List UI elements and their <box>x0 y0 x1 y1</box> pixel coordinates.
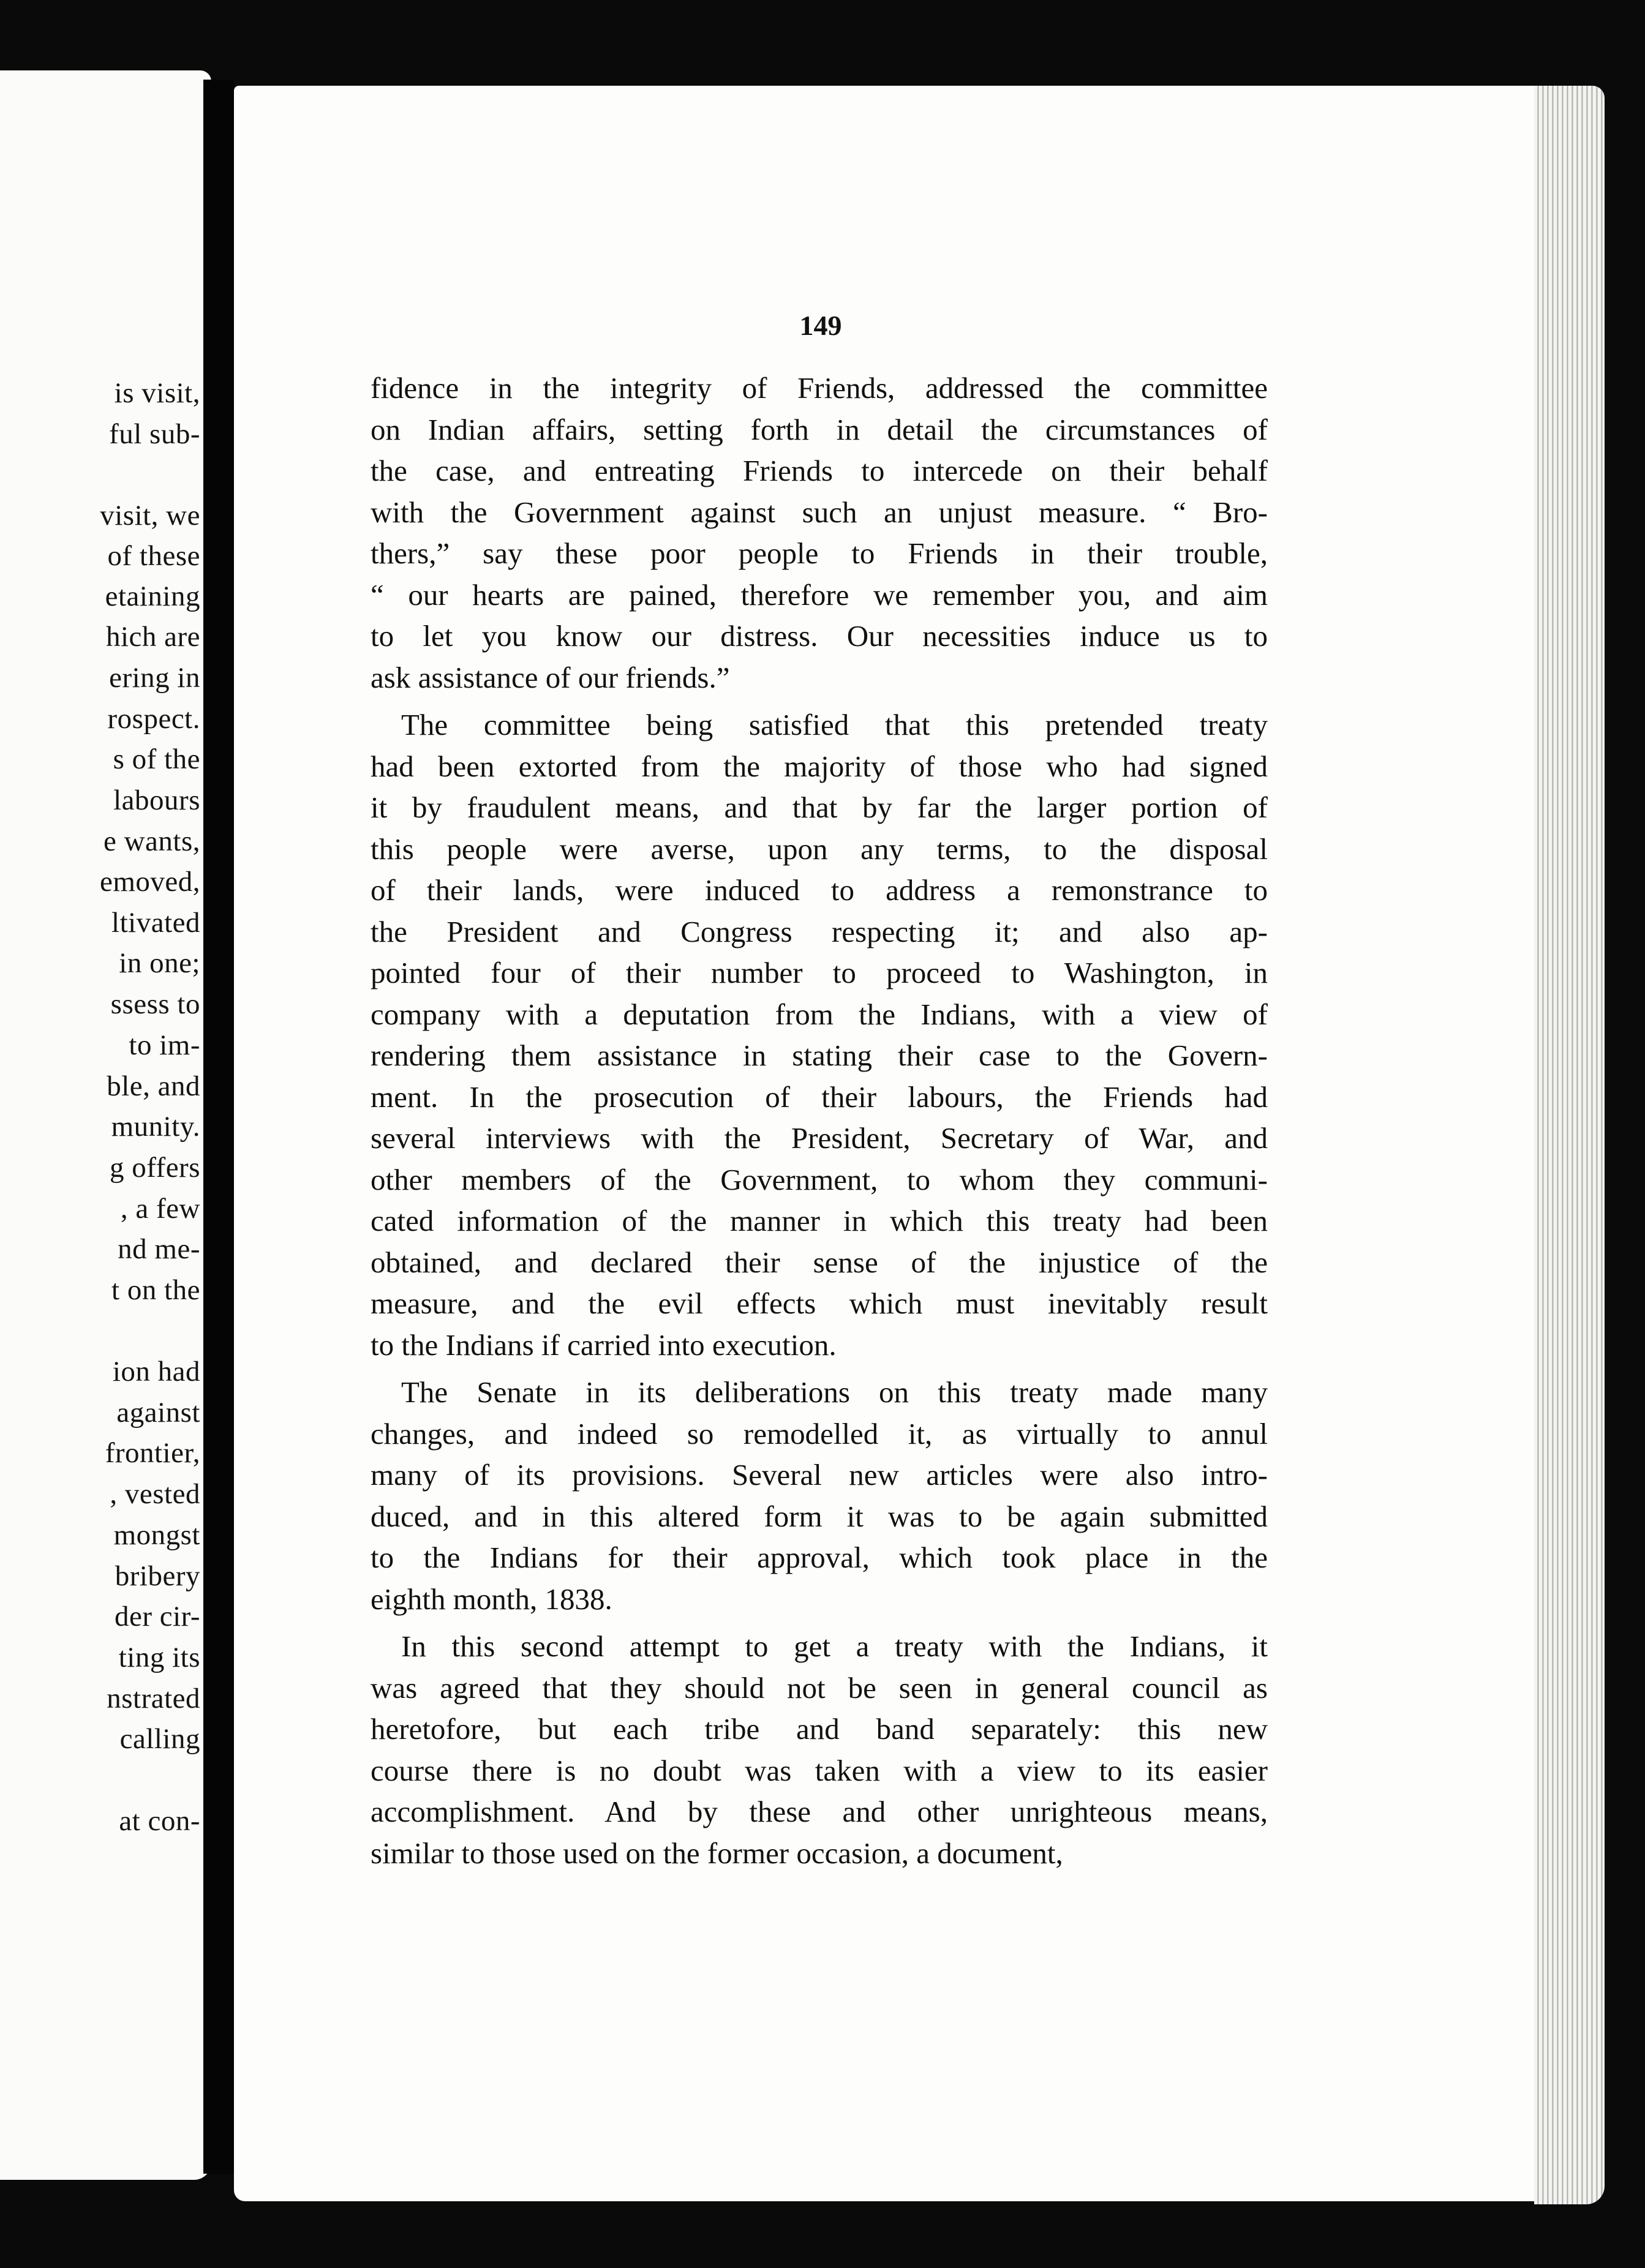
left-page-line: emoved, <box>99 866 200 898</box>
left-page-line: at con- <box>119 1805 200 1837</box>
text-line: eighth month, 1838. <box>371 1582 612 1616</box>
left-page-line: nd me- <box>118 1233 200 1265</box>
left-page-line: ble, and <box>107 1070 200 1102</box>
text-line: this people were averse, upon any terms, to the disposal <box>371 832 1268 866</box>
text-line: The committee being satisfied that this pretended treaty <box>401 708 1268 742</box>
left-page-line: in one; <box>119 947 200 979</box>
paragraph <box>371 1372 1268 1620</box>
text-line: with the Government against such an unjust measure. “ Bro- <box>371 495 1268 529</box>
text-line: many of its provisions. Several new articles were also intro- <box>371 1458 1268 1492</box>
text-line: In this second attempt to get a treaty with the Indians, it <box>401 1629 1268 1663</box>
text-line: accomplishment. And by these and other unrighteous means, <box>371 1795 1268 1828</box>
paragraph <box>371 367 1268 698</box>
text-line: had been extorted from the majority of those who had signed <box>371 749 1268 783</box>
text-line: similar to those used on the former occasion, a document, <box>371 1836 1063 1870</box>
page-number: 149 <box>799 310 842 341</box>
text-line: thers,” say these poor people to Friends in their trouble, <box>371 536 1268 570</box>
left-page-line: ion had <box>112 1356 200 1387</box>
left-page-line: g offers <box>109 1152 200 1184</box>
left-page-line: calling <box>119 1723 200 1755</box>
text-line: to let you know our distress. Our necessities induce us to <box>371 619 1268 653</box>
left-page-line: mongst <box>113 1519 200 1551</box>
text-line: “ our hearts are pained, therefore we remember you, and aim <box>371 577 1268 612</box>
paragraph-gap <box>371 698 1268 704</box>
paragraph-gap <box>371 1620 1268 1626</box>
text-line: pointed four of their number to proceed to Washington, in <box>371 956 1268 989</box>
left-page-line: munity. <box>111 1111 200 1143</box>
text-line: The Senate in its deliberations on this treaty made many <box>401 1375 1268 1409</box>
text-line: heretofore, but each tribe and band separately: this new <box>371 1712 1268 1746</box>
left-page-line: is visit, <box>114 377 200 409</box>
text-line: obtained, and declared their sense of the injustice of the <box>371 1245 1268 1279</box>
text-line: the President and Congress respecting it; and also ap- <box>371 914 1268 948</box>
text-line: several interviews with the President, Secretary of War, and <box>371 1121 1268 1155</box>
paragraph <box>371 1626 1268 1874</box>
left-page-line: ssess to <box>110 988 200 1020</box>
paragraph-gap <box>371 1365 1268 1372</box>
left-page-line: ltivated <box>111 907 200 939</box>
text-line: fidence in the integrity of Friends, addressed the committee <box>371 371 1268 405</box>
left-page-line: rospect. <box>107 703 200 735</box>
text-line: cated information of the manner in which this treaty had been <box>371 1204 1268 1237</box>
text-line: rendering them assistance in stating their case to the Govern- <box>371 1038 1268 1072</box>
left-page-line: frontier, <box>105 1437 200 1469</box>
left-page-line: der cir- <box>114 1601 200 1632</box>
book-gutter <box>203 80 234 2174</box>
left-page-line: e wants, <box>103 825 200 857</box>
left-page-line: nstrated <box>107 1683 200 1714</box>
main-text <box>371 367 1268 1874</box>
left-page-line: ful sub- <box>109 418 200 450</box>
left-page-line: to im- <box>129 1029 200 1061</box>
left-page-line: , vested <box>110 1478 200 1510</box>
left-page-line: visit, we <box>100 500 200 531</box>
left-page <box>0 70 211 2180</box>
text-line: measure, and the evil effects which must inevitably result <box>371 1286 1268 1320</box>
text-line: it by fraudulent means, and that by far the larger portion of <box>371 790 1268 824</box>
text-line: of their lands, were induced to address a remonstrance to <box>371 873 1268 907</box>
text-line: changes, and indeed so remodelled it, as virtually to annul <box>371 1416 1268 1451</box>
text-line: ment. In the prosecution of their labours, the Friends had <box>371 1080 1268 1114</box>
paragraph <box>371 704 1268 1365</box>
left-page-line: bribery <box>115 1560 200 1592</box>
left-page-line: against <box>116 1397 200 1429</box>
left-page-line: labours <box>113 784 200 816</box>
left-page-line: t on the <box>111 1274 200 1306</box>
text-line: to the Indians if carried into execution. <box>371 1327 837 1362</box>
text-line: duced, and in this altered form it was to be again submitted <box>371 1499 1268 1533</box>
left-page-line: ering in <box>109 662 200 694</box>
text-line: was agreed that they should not be seen in general council as <box>371 1670 1268 1705</box>
left-page-line: hich are <box>105 621 200 653</box>
left-page-line: etaining <box>105 580 200 612</box>
left-page-line: ting its <box>118 1642 200 1673</box>
left-page-line: , a few <box>120 1193 200 1225</box>
left-page-line: of these <box>107 540 200 572</box>
text-line: on Indian affairs, setting forth in detail the circumstances of <box>371 412 1268 446</box>
left-page-line: s of the <box>113 743 200 775</box>
page-edges <box>1534 86 1605 2204</box>
text-line: ask assistance of our friends.” <box>371 660 730 694</box>
text-line: company with a deputation from the Indians, with a view of <box>371 997 1268 1031</box>
text-line: other members of the Government, to whom they communi- <box>371 1162 1268 1196</box>
text-line: the case, and entreating Friends to intercede on their behalf <box>371 454 1268 487</box>
text-line: to the Indians for their approval, which took place in the <box>371 1541 1268 1574</box>
text-line: course there is no doubt was taken with a view to its easier <box>371 1753 1268 1787</box>
